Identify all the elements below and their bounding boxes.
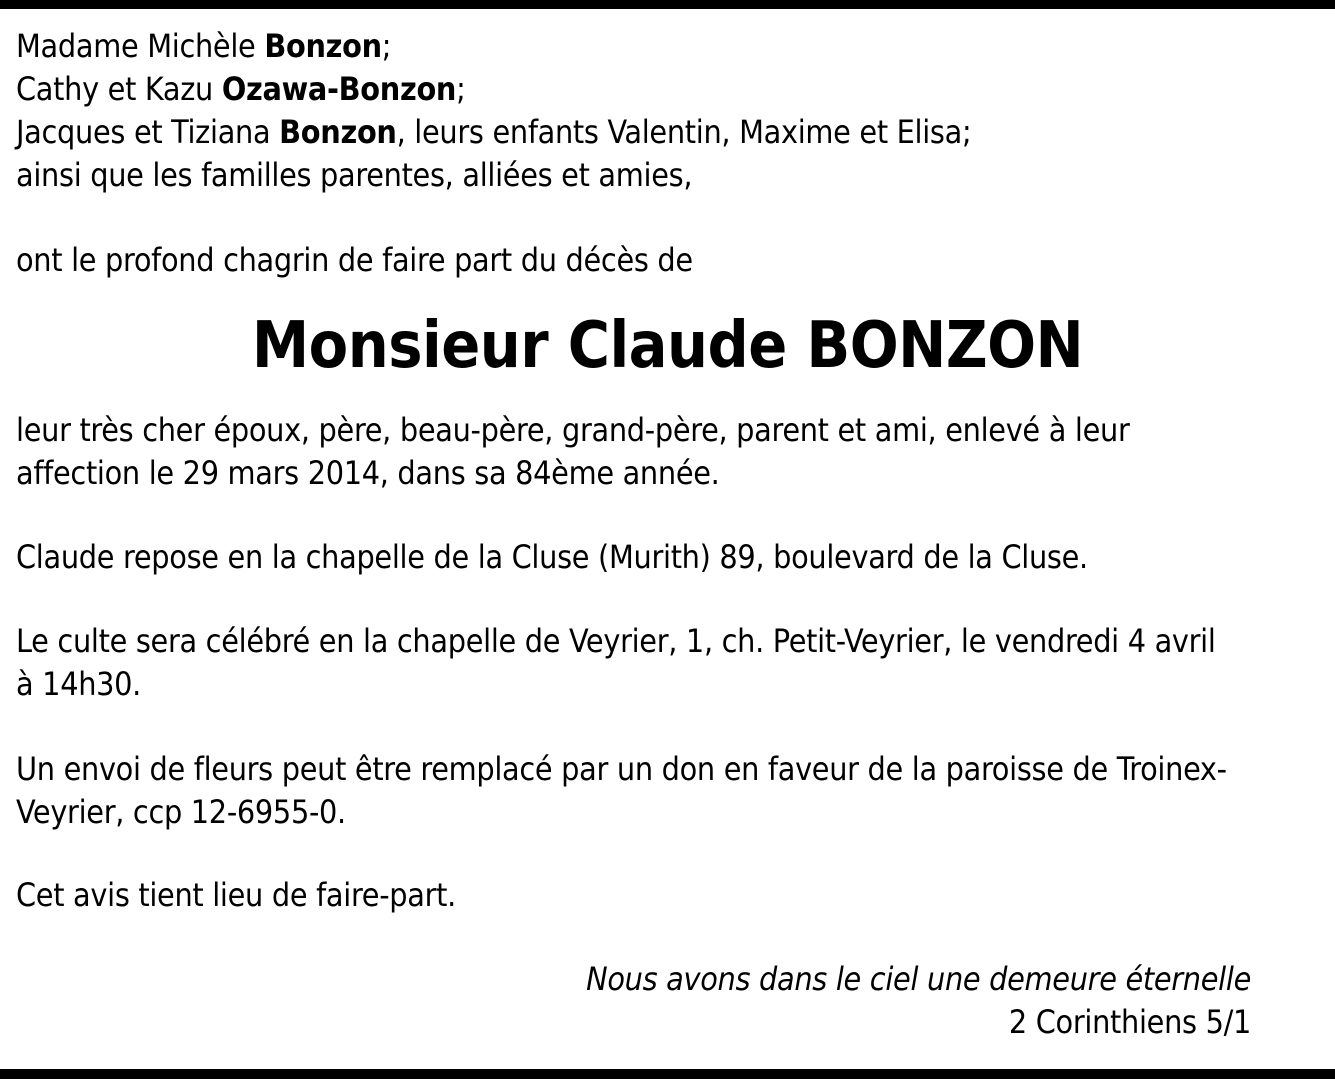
bottom-border-rule [0, 1069, 1335, 1079]
verse-reference: 2 Corinthiens 5/1 [1008, 1003, 1251, 1041]
description-paragraph [16, 409, 1321, 495]
service-line: Le culte sera célébré en la chapelle de Veyrier, 1, ch. Petit-Veyrier, le vendredi 4 avril [16, 622, 1216, 660]
family-list [16, 25, 1321, 197]
description-line: affection le 29 mars 2014, dans sa 84ème année. [16, 454, 720, 492]
family-suffix: ; [456, 70, 466, 108]
deceased-name: Monsieur Claude BONZON [251, 309, 1084, 383]
service-paragraph [16, 620, 1321, 706]
repose-line: Claude repose en la chapelle de la Cluse (Murith) 89, boulevard de la Cluse. [16, 538, 1088, 576]
bible-verse [586, 958, 1251, 1044]
service-line: à 14h30. [16, 665, 142, 703]
family-suffix: , leurs enfants Valentin, Maxime et Elisa; [396, 113, 972, 151]
family-prefix: Cathy et Kazu [16, 70, 222, 108]
family-line [16, 25, 1321, 68]
family-name: Ozawa-Bonzon [221, 70, 457, 108]
announcement-intro [16, 239, 1321, 282]
family-prefix: Jacques et Tiziana [16, 113, 280, 151]
family-prefix: Madame Michèle [16, 27, 265, 65]
top-border-rule [0, 0, 1335, 9]
flowers-line: Un envoi de fleurs peut être remplacé par un don en faveur de la paroisse de Troinex- [16, 750, 1227, 788]
family-line [16, 68, 1321, 111]
intro-line: ont le profond chagrin de faire part du décès de [16, 241, 693, 279]
family-name: Bonzon [279, 113, 397, 151]
verse-quote: Nous avons dans le ciel une demeure éternelle [586, 960, 1251, 998]
family-suffix: ; [381, 27, 392, 65]
repose-paragraph [16, 536, 1321, 579]
flowers-line: Veyrier, ccp 12-6955-0. [16, 793, 346, 831]
notice-line: Cet avis tient lieu de faire-part. [16, 876, 456, 914]
family-prefix: ainsi que les familles parentes, alliées et amies, [16, 156, 693, 194]
notice-paragraph [16, 874, 1321, 917]
family-name: Bonzon [264, 27, 382, 65]
family-line [16, 154, 1321, 197]
description-line: leur très cher époux, père, beau-père, grand-père, parent et ami, enlevé à leur [16, 411, 1130, 449]
family-line [16, 111, 1321, 154]
flowers-paragraph [16, 748, 1321, 834]
